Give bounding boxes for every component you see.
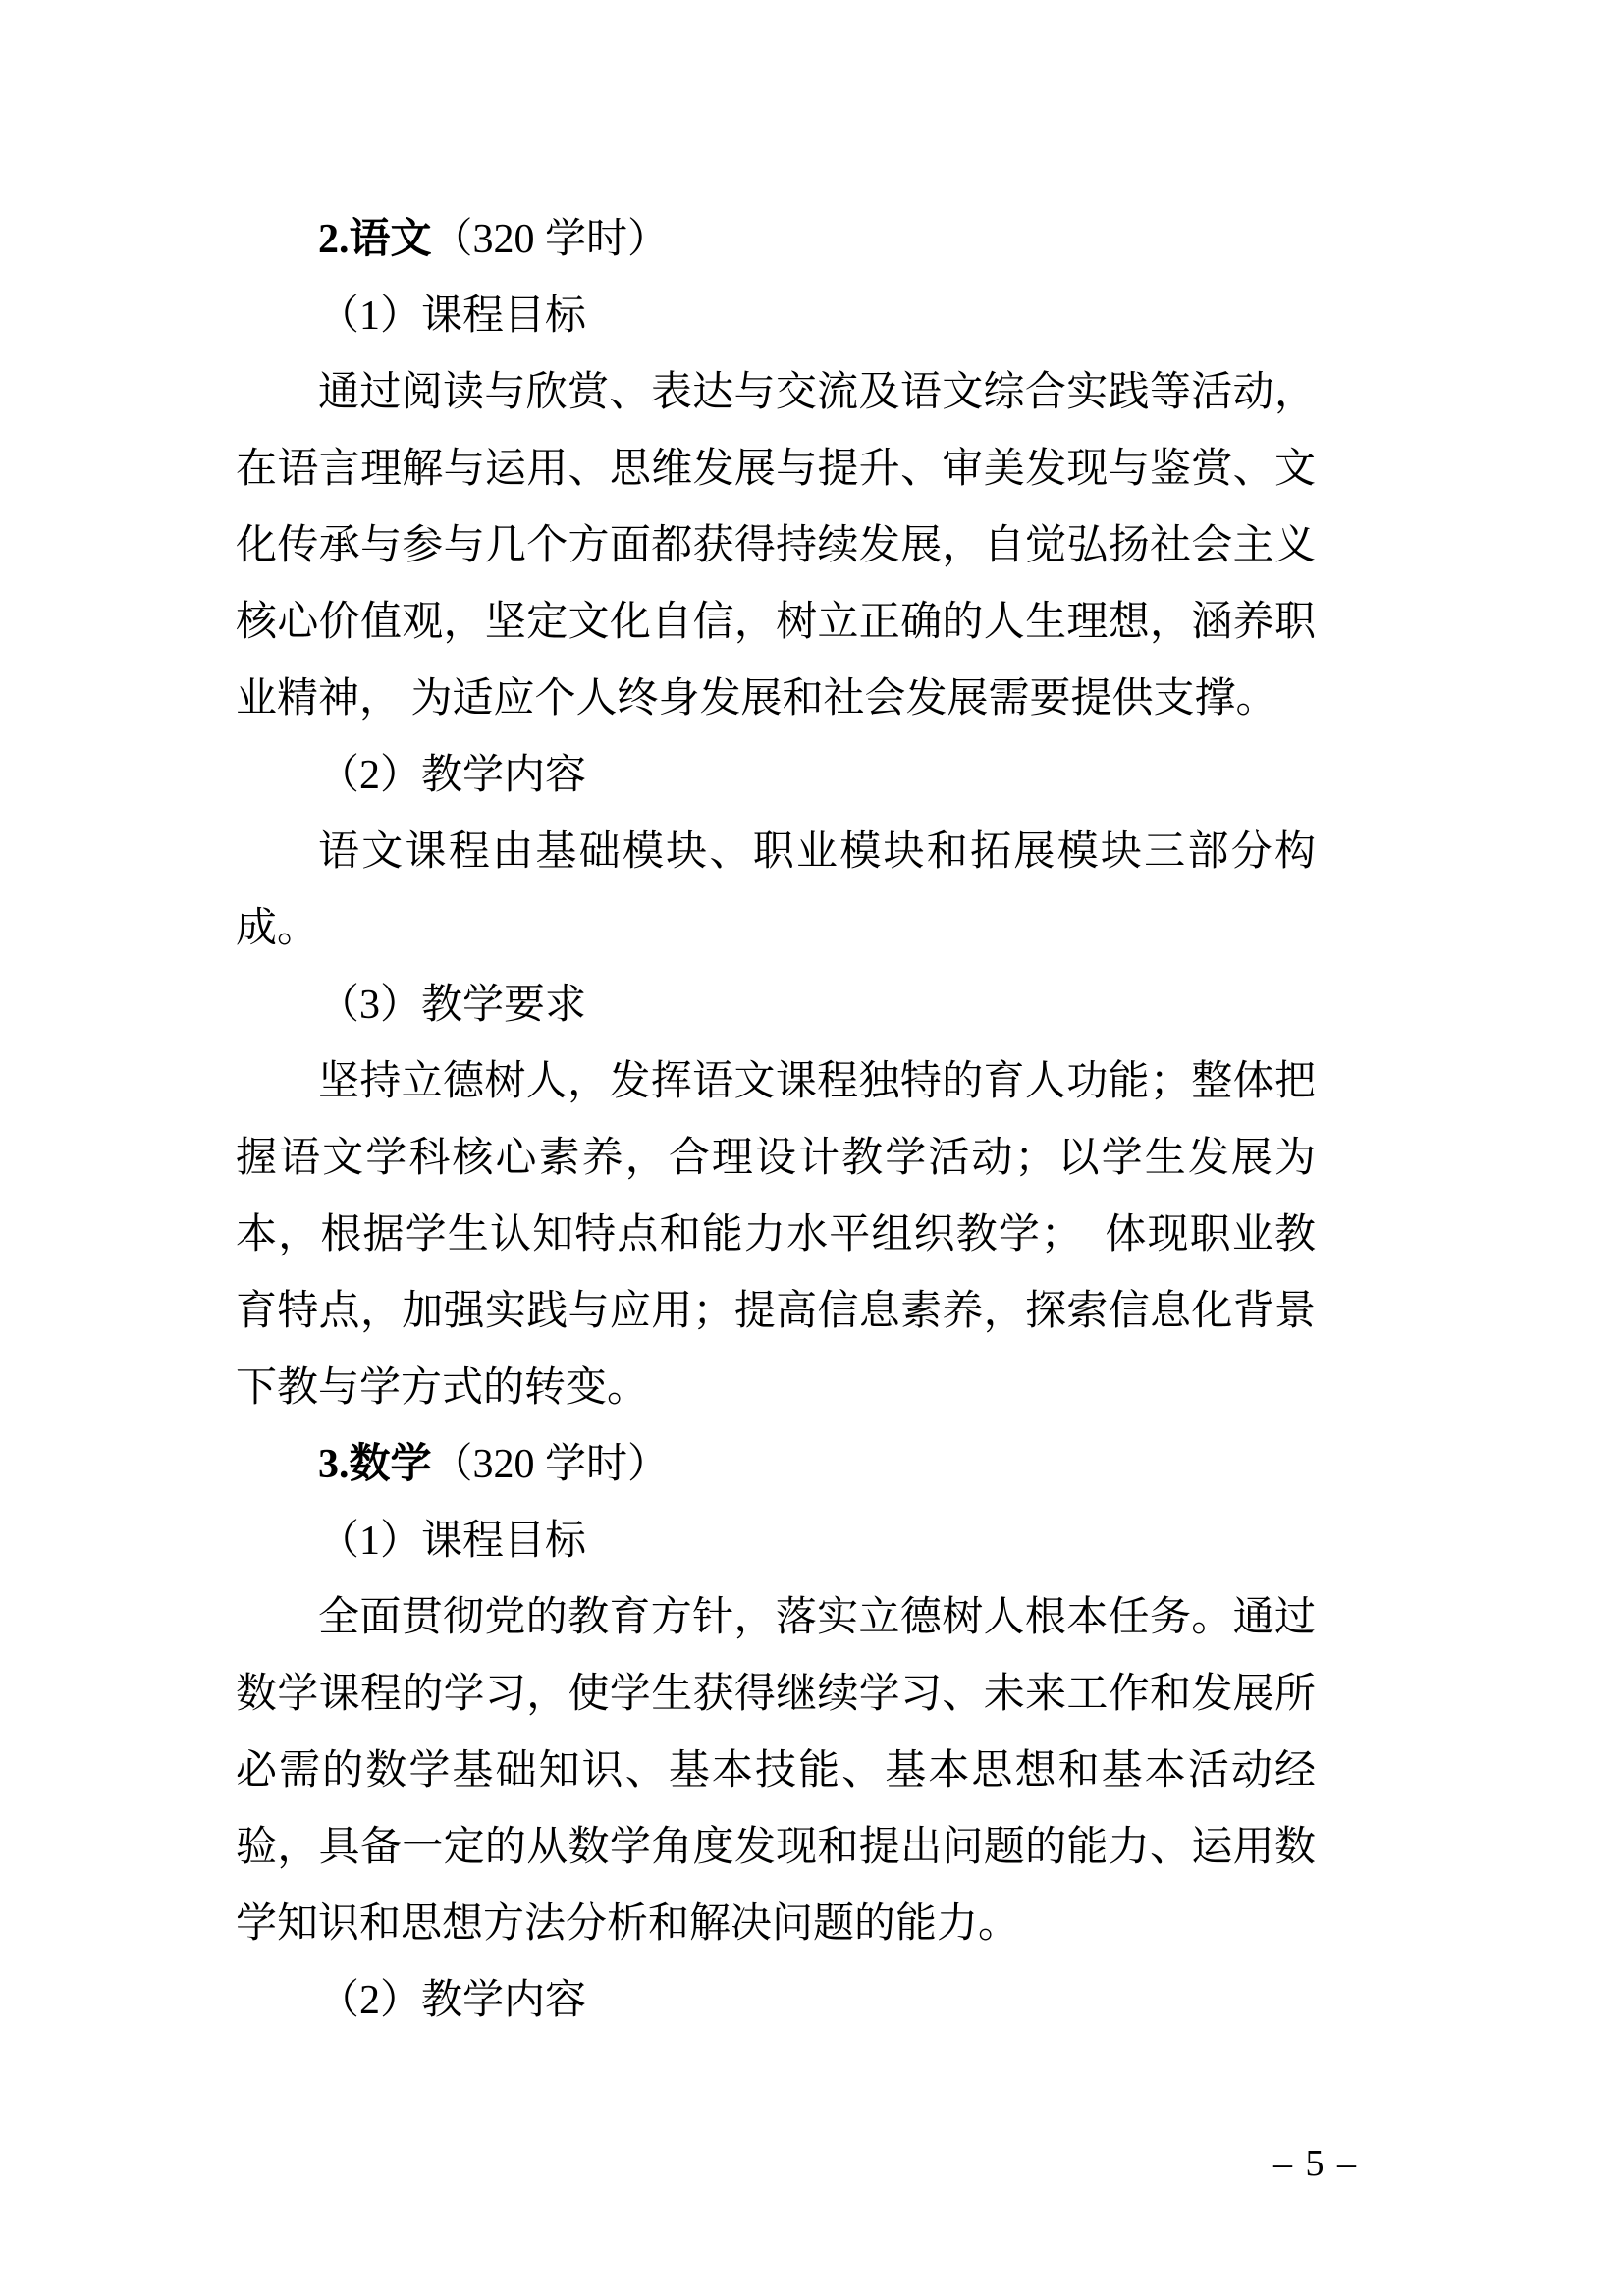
subheading-yuwen-course-goal: （1）课程目标 [318, 294, 587, 339]
section-title-yuwen-number: 2.语文 [318, 217, 432, 262]
section-title-yuwen [236, 201, 1316, 278]
section-title-yuwen-hours: （320 学时） [431, 217, 670, 262]
subheading-yuwen-teaching-requirements: （3）教学要求 [318, 983, 587, 1028]
section-title-shuxue-hours: （320 学时） [431, 1442, 670, 1487]
section-title-shuxue-number: 3.数学 [318, 1442, 432, 1487]
section-title-shuxue [236, 1426, 1316, 1503]
document-content [236, 201, 1316, 2039]
paragraph-yuwen-course-goal: 通过阅读与欣赏、表达与交流及语文综合实践等活动，在语言理解与运用、思维发展与提升、审美发现与鉴赏、文化传承与参与几个方面都获得持续发展，自觉弘扬社会主义核心价值观，坚定文化自信，树立正确的人生理想，涵养职业精神， 为适应个人终身发展和社会发展需要提供支撑。 [236, 370, 1316, 721]
page-number: – 5 – [1273, 2143, 1358, 2184]
paragraph-yuwen-teaching-requirements: 坚持立德树人，发挥语文课程独特的育人功能；整体把握语文学科核心素养，合理设计教学活动；以学生发展为本，根据学生认知特点和能力水平组织教学； 体现职业教育特点，加强实践与应用；提高信息素养，探索信息化背景下教与学方式的转变。 [236, 1059, 1316, 1411]
paragraph-yuwen-teaching-content: 语文课程由基础模块、职业模块和拓展模块三部分构成。 [236, 829, 1316, 951]
paragraph-shuxue-course-goal: 全面贯彻党的教育方针，落实立德树人根本任务。通过数学课程的学习，使学生获得继续学习、未来工作和发展所必需的数学基础知识、基本技能、基本思想和基本活动经验，具备一定的从数学角度发现和提出问题的能力、运用数学知识和思想方法分析和解决问题的能力。 [236, 1595, 1316, 1947]
subheading-shuxue-course-goal: （1）课程目标 [318, 1519, 587, 1564]
subheading-shuxue-teaching-content: （2）教学内容 [318, 1978, 587, 2023]
subheading-yuwen-teaching-content: （2）教学内容 [318, 753, 587, 798]
